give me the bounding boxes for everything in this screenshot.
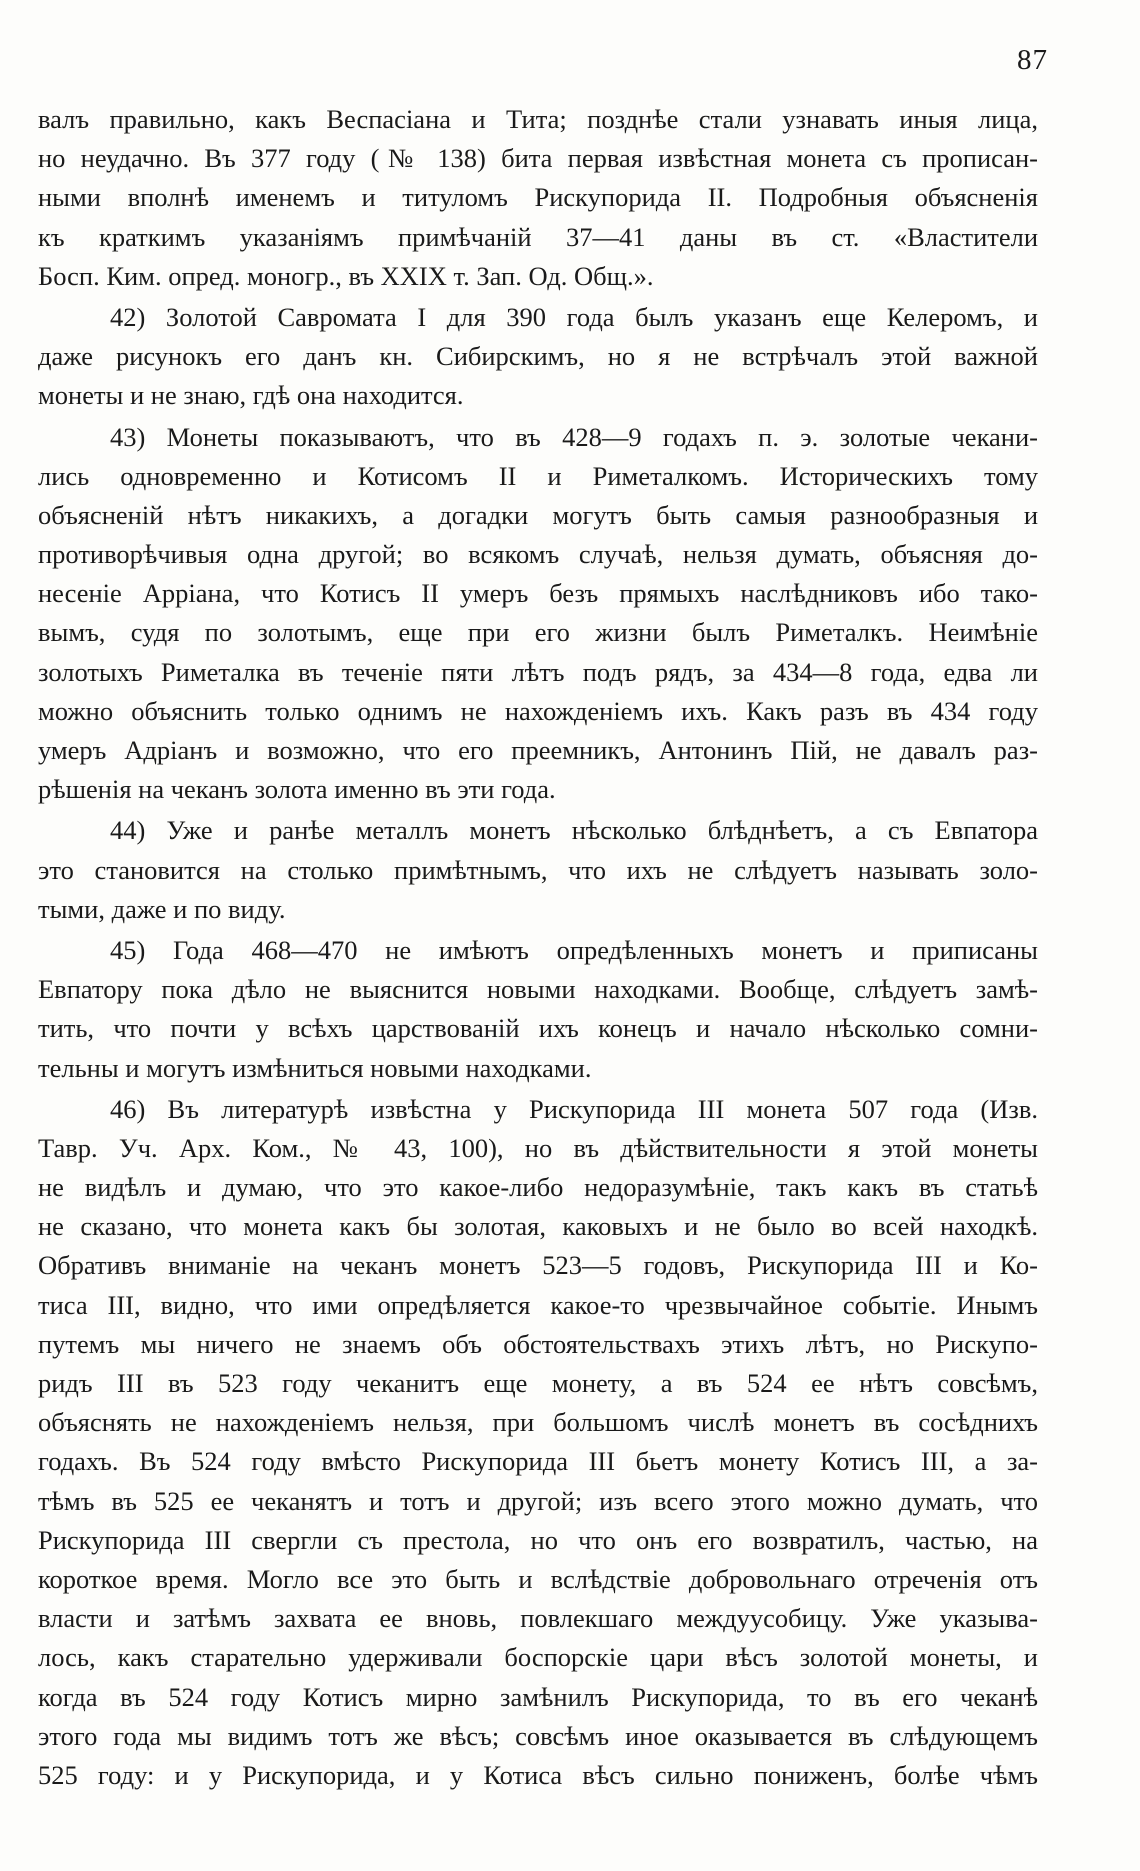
text-line: Евпатору пока дѣло не выяснится новыми находками. Вообще, слѣдуетъ замѣ- [38,974,1038,1005]
text-line: но неудачно. Въ 377 году (№ 138) бита первая извѣстная монета съ прописан- [38,143,1038,174]
body-text [38,100,1038,1795]
text-line: золотыхъ Риметалка въ теченіе пяти лѣтъ подъ рядъ, за 434—8 года, едва ли [38,656,1038,687]
text-line: можно объяснить только однимъ не нахожденіемъ ихъ. Какъ разъ въ 434 году [38,695,1038,726]
text-line: не сказано, что монета какъ бы золотая, каковыхъ и не было во всей находкѣ. [38,1211,1038,1242]
text-line: этого года мы видимъ тотъ же вѣсъ; совсѣмъ иное оказывается въ слѣдующемъ [38,1720,1038,1751]
note-42-first-line: 42) Золотой Савромата I для 390 года былъ указанъ еще Келеромъ, и [110,301,1038,332]
text-line: тыми, даже и по виду. [38,893,286,924]
text-line: умеръ Адріанъ и возможно, что его преемникъ, Антонинъ Пій, не давалъ раз- [38,735,1038,765]
text-line: путемъ мы ничего не знаемъ объ обстоятельствахъ этихъ лѣтъ, но Рискупо- [38,1328,1038,1359]
text-line: объясненій нѣтъ никакихъ, а догадки могутъ быть самыя разнообразныя и [38,499,1038,530]
note-46-first-line: 46) Въ литературѣ извѣстна у Рискупорида III монета 507 года (Изв. [110,1093,1038,1124]
text-line: лось, какъ старательно удерживали боспорскіе цари вѣсъ золотой монеты, и [38,1642,1038,1673]
text-line: даже рисунокъ его данъ кн. Сибирскимъ, но я не встрѣчалъ этой важной [38,341,1038,372]
text-line: Босп. Ким. опред. моногр., въ XXIX т. Зап. Од. Общ.». [38,260,654,291]
page-number: 87 [1017,44,1048,76]
text-line: вымъ, судя по золотымъ, еще при его жизни былъ Риметалкъ. Неимѣніе [38,617,1038,648]
text-line: ными вполнѣ именемъ и титуломъ Рискупорида II. Подробныя объясненія [38,182,1038,213]
note-45-first-line: 45) Года 468—470 не имѣютъ опредѣленныхъ монетъ и приписаны [110,934,1038,965]
text-line: противорѣчивыя одна другой; во всякомъ случаѣ, нельзя думать, объясняя до- [38,539,1038,570]
text-line: тиса III, видно, что ими опредѣляется какое-то чрезвычайное событіе. Инымъ [38,1289,1038,1320]
text-line: къ краткимъ указаніямъ примѣчаній 37—41 даны въ ст. «Властители [38,221,1038,252]
note-43-first-line: 43) Монеты показываютъ, что въ 428—9 годахъ п. э. золотые чекани- [110,421,1038,452]
text-line: валъ правильно, какъ Веспасіана и Тита; позднѣе стали узнавать иныя лица, [38,104,1038,134]
text-line: не видѣлъ и думаю, что это какое-либо недоразумѣніе, такъ какъ въ статьѣ [38,1172,1038,1203]
text-line: лись одновременно и Котисомъ II и Риметалкомъ. Историческихъ тому [38,460,1038,491]
text-line: 525 году: и у Рискупорида, и у Котиса вѣсъ сильно пониженъ, болѣе чѣмъ [38,1759,1038,1790]
text-line: когда въ 524 году Котисъ мирно замѣнилъ Рискупорида, то въ его чеканѣ [38,1681,1038,1712]
text-line: ридъ III въ 523 году чеканитъ еще монету, а въ 524 ее нѣтъ совсѣмъ, [38,1368,1038,1398]
text-line: годахъ. Въ 524 году вмѣсто Рискупорида III бьетъ монету Котисъ III, а за- [38,1446,1038,1477]
text-line: Обративъ вниманіе на чеканъ монетъ 523—5 годовъ, Рискупорида III и Ко- [38,1250,1038,1281]
text-line: Рискупорида III свергли съ престола, но что онъ его возвратилъ, частью, на [38,1524,1038,1555]
text-line: Тавр. Уч. Арх. Ком., № 43, 100), но въ дѣйствительности я этой монеты [38,1132,1038,1163]
text-line: монеты и не знаю, гдѣ она находится. [38,380,464,411]
text-line: тить, что почти у всѣхъ царствованій ихъ конецъ и начало нѣсколько сомни- [38,1013,1038,1044]
text-line: это становится на столько примѣтнымъ, что ихъ не слѣдуетъ называть золо- [38,854,1038,885]
text-line: рѣшенія на чеканъ золота именно въ эти года. [38,774,556,805]
text-line: несеніе Арріана, что Котисъ II умеръ безъ прямыхъ наслѣдниковъ ибо тако- [38,578,1038,609]
text-line: власти и затѣмъ захвата ее вновь, повлекшаго междуусобицу. Уже указыва- [38,1603,1038,1634]
text-line: тельны и могутъ измѣниться новыми находками. [38,1052,592,1083]
text-line: короткое время. Могло все это быть и вслѣдствіе добровольнаго отреченія отъ [38,1563,1038,1594]
text-line: объяснять не нахожденіемъ нельзя, при большомъ числѣ монетъ въ сосѣднихъ [38,1407,1038,1438]
text-line: тѣмъ въ 525 ее чеканятъ и тотъ и другой; изъ всего этого можно думать, что [38,1485,1038,1516]
note-44-first-line: 44) Уже и ранѣе металлъ монетъ нѣсколько блѣднѣетъ, а съ Евпатора [110,815,1038,846]
